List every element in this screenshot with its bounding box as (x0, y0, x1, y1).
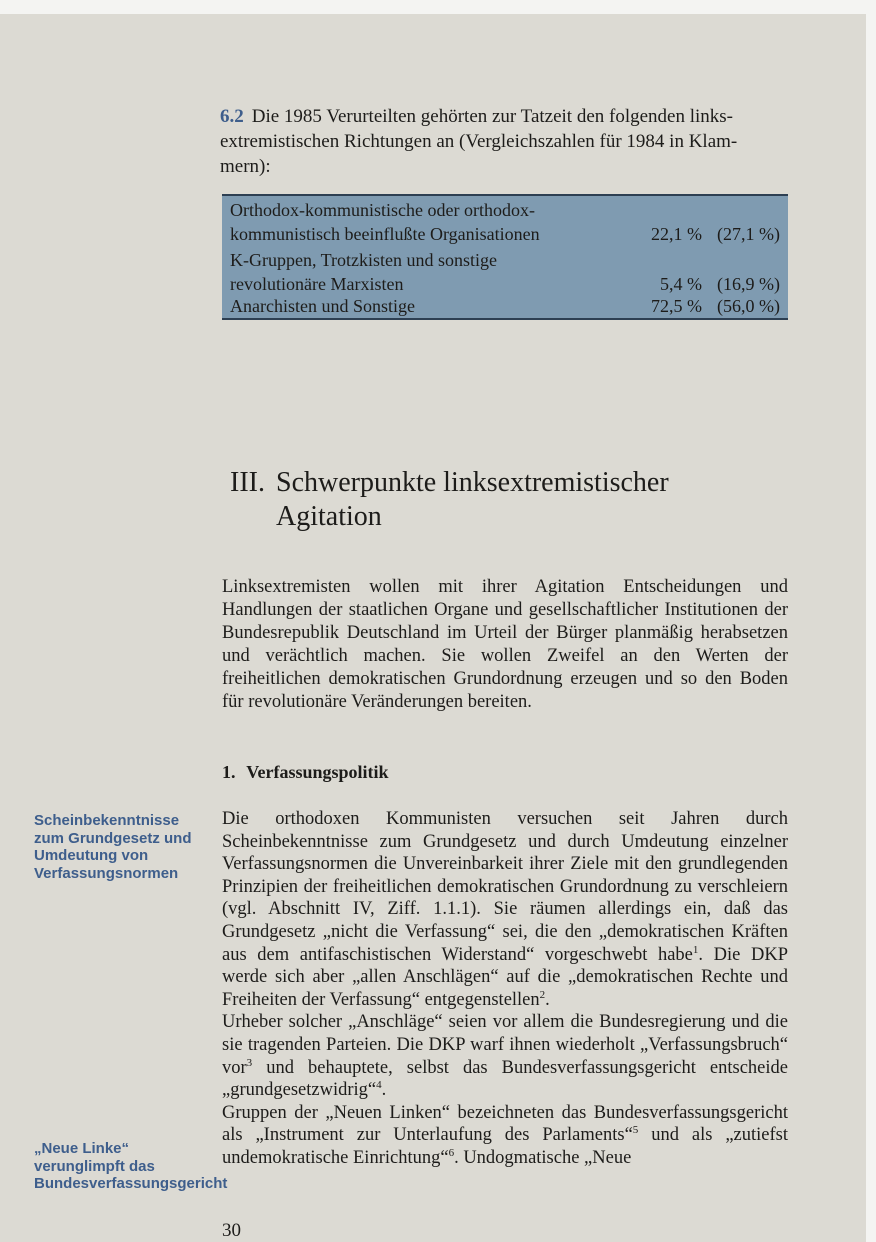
table-pct-1984: (16,9 %) (717, 274, 780, 294)
table-pct-1985: 5,4 % (660, 274, 702, 294)
table-row-label: revolutionäre Marxisten (230, 274, 404, 294)
statistics-table (222, 194, 788, 320)
table-row-label: Anarchisten und Sonstige (230, 296, 415, 316)
chapter-title-line: Schwerpunkte linksextremistischer (276, 467, 669, 498)
table-pct-1985: 22,1 % (651, 224, 702, 244)
text-run: und als „zutiefst undemokratische Einrichtung“ (222, 1125, 788, 1168)
table-row-label: K-Gruppen, Trotzkisten und sonstige (230, 250, 497, 270)
footnote-ref: 6 (448, 1146, 455, 1159)
text-run: . (381, 1080, 387, 1101)
document-page (0, 14, 866, 1242)
table-pct-1984: (27,1 %) (717, 224, 780, 244)
text-run: und behauptete, selbst das Bundesverfassungsgericht entscheide „grundgesetzwidrig“ (222, 1057, 788, 1101)
table-row-label: Orthodox-kommunistische oder orthodox- (230, 200, 535, 220)
section-heading-text: Die 1985 Verurteilten gehörten zur Tatzeit den folgenden links- extremistischen Richtungen an (Vergleichszahlen für 1984 in Klam- mern): (220, 106, 738, 177)
text-run: Die orthodoxen Kommunisten versuchen seit Jahren durch Scheinbekenntnisse zum Grundgesetz und durch Umdeutung einzelner Verfassungsnormen die Unvereinbarkeit ihrer Ziele mit den grundlegenden Prinzipien der freiheitlichen demokratischen Grundordnung zu verschleiern (vgl. Abschnitt IV, Ziff. 1.1.1). Sie räumen allerdings ein, daß das Grundgesetz „nicht die Verfassung“ sei, die den „demokratischen Kräften aus dem antifaschistischen Widerstand“ vorgeschwebt habe (222, 809, 788, 965)
subsection-heading (222, 762, 389, 783)
text-run: . Undogmatische „Neue (454, 1147, 632, 1168)
body-paragraph (222, 1011, 788, 1101)
text-run: Gruppen der „Neuen Linken“ bezeichneten das Bundesverfassungsgericht als „Instrument zur Unterlaufung des Parlaments“ (222, 1102, 788, 1146)
table-pct-1984: (56,0 %) (717, 296, 780, 316)
margin-note: Scheinbekenntnisse zum Grundgesetz und Umdeutung von Verfassungsnormen (34, 812, 192, 882)
table-pct-1985: 72,5 % (651, 296, 702, 316)
page-number: 30 (222, 1220, 241, 1241)
table-row-label: kommunistisch beeinflußte Organisationen (230, 224, 540, 244)
text-run: Urheber solcher „Anschläge“ seien vor allem die Bundesregierung und die sie tragenden Parteien. Die DKP warf ihnen wiederholt „Verfassungsbruch“ vor (222, 1012, 788, 1078)
chapter-title (230, 466, 669, 534)
footnote-ref: 2 (539, 988, 546, 1001)
margin-note: „Neue Linke“ verunglimpft das Bundesverfassungsgericht (34, 1140, 228, 1192)
text-run: . (545, 989, 550, 1010)
section-number: 6.2 (220, 106, 244, 127)
subsection-number: 1. (222, 762, 236, 782)
body-paragraph (222, 808, 788, 1011)
text-run: . Die DKP werde sich aber „allen Anschlägen“ auf die „demokratischen Rechte und Freiheiten der Verfassung“ entgegenstellen (222, 944, 788, 1010)
footnote-ref: 4 (376, 1078, 382, 1091)
footnote-ref: 3 (246, 1056, 253, 1069)
chapter-title-line: Agitation (276, 501, 382, 532)
footnote-ref: 5 (632, 1124, 639, 1137)
intro-paragraph: Linksextremisten wollen mit ihrer Agitation Entscheidungen und Handlungen der staatlichen Organe und gesellschaftlicher Institutionen der Bundesrepublik Deutschland im Urteil der Bürger planmäßig herabsetzen und verächtlich machen. Sie wollen Zweifel an den Werten der freiheitlichen demokratischen Grundordnung erzeugen und so den Boden für revolutionäre Veränderungen bereiten. (222, 577, 788, 712)
chapter-number: III. (230, 467, 265, 498)
section-heading (220, 104, 790, 179)
body-paragraph (222, 1102, 788, 1170)
subsection-title: Verfassungspolitik (246, 762, 389, 782)
footnote-ref: 1 (692, 943, 699, 956)
body-text (222, 808, 788, 1170)
